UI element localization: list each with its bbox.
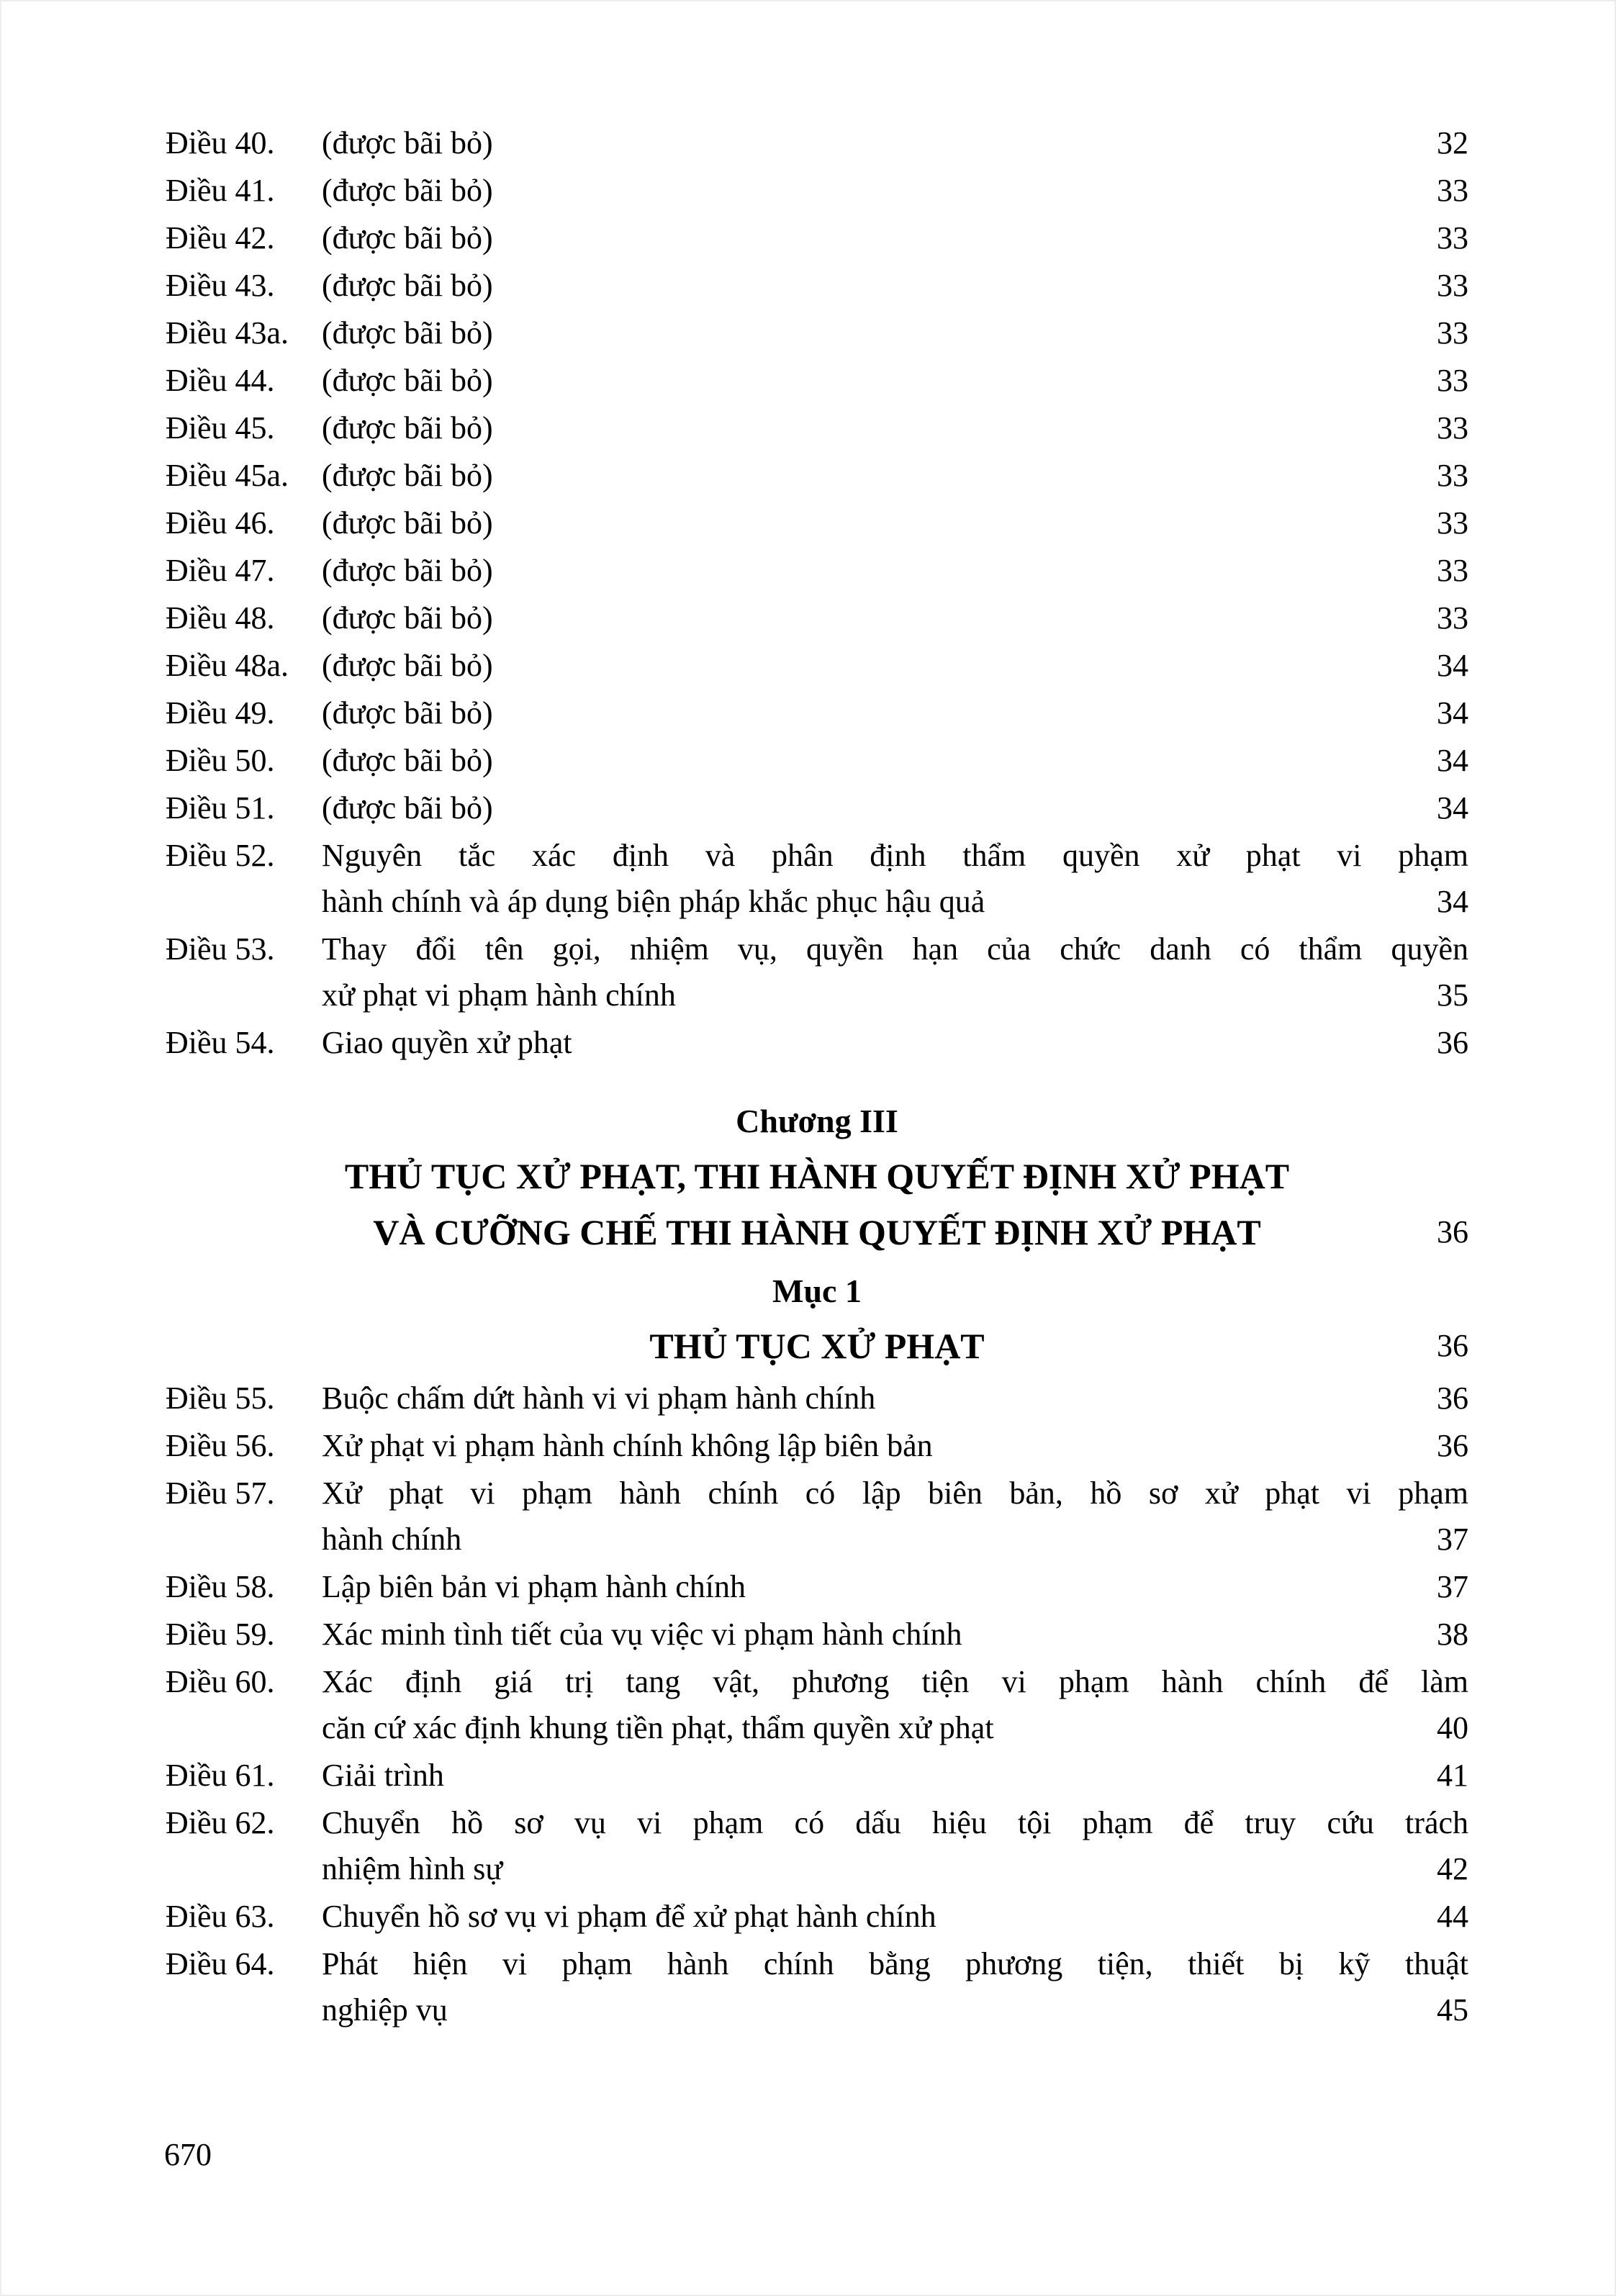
toc-entry-title-line: (được bãi bỏ) xyxy=(322,125,493,161)
toc-entry-title xyxy=(322,1800,1468,1892)
toc-entry-title-line: hành chính xyxy=(322,1522,462,1557)
toc-entry-title xyxy=(322,1423,1468,1469)
toc-entry-label: Điều 64. xyxy=(166,1946,275,1981)
toc-entry-label: Điều 43a. xyxy=(166,315,289,351)
section-kicker: Mục 1 xyxy=(772,1273,862,1309)
toc-entry-title xyxy=(322,1564,1468,1610)
toc-entry-title-line: xử phạt vi phạm hành chính xyxy=(322,977,676,1013)
toc-entry-label: Điều 47. xyxy=(166,553,275,588)
toc-entry-page: 40 xyxy=(1437,1710,1468,1745)
toc-entry xyxy=(166,1564,1468,1610)
toc-entry xyxy=(166,690,1468,736)
toc-entry-page: 33 xyxy=(1437,268,1468,303)
toc-entry-title xyxy=(322,785,1468,831)
toc-entry-page: 44 xyxy=(1437,1899,1468,1934)
toc-entry-title-line: Thay đổi tên gọi, nhiệm vụ, quyền hạn của chức danh có thẩm quyền xyxy=(322,931,1468,967)
toc-entry-title-line: Nguyên tắc xác định và phân định thẩm quyền xử phạt vi phạm xyxy=(322,838,1468,873)
toc-entry-label: Điều 43. xyxy=(166,268,275,303)
chapter-title-line-2: VÀ CƯỠNG CHẾ THI HÀNH QUYẾT ĐỊNH XỬ PHẠT xyxy=(373,1212,1261,1252)
toc-entry-label: Điều 52. xyxy=(166,838,275,873)
toc-entry-title-line: (được bãi bỏ) xyxy=(322,695,493,731)
toc-entry-title-line: (được bãi bỏ) xyxy=(322,268,493,303)
toc-entry xyxy=(166,643,1468,689)
toc-entry-page: 33 xyxy=(1437,505,1468,541)
toc-entry-title-line: (được bãi bỏ) xyxy=(322,790,493,826)
toc-entry-page: 33 xyxy=(1437,553,1468,588)
toc-entry-title xyxy=(322,833,1468,925)
toc-entry-title xyxy=(322,263,1468,309)
toc-entry-label: Điều 51. xyxy=(166,790,275,826)
toc-entry-title-line: Buộc chấm dứt hành vi vi phạm hành chính xyxy=(322,1380,876,1416)
toc-entry-label: Điều 45. xyxy=(166,410,275,446)
toc-entry-page: 33 xyxy=(1437,220,1468,256)
toc-entry-title-line: (được bãi bỏ) xyxy=(322,315,493,351)
toc-entry-title xyxy=(322,1470,1468,1563)
toc-entry-page: 35 xyxy=(1437,977,1468,1013)
toc-entry-page: 34 xyxy=(1437,743,1468,778)
toc-entry-title-line: căn cứ xác định khung tiền phạt, thẩm quyền xử phạt xyxy=(322,1710,994,1745)
toc-entry xyxy=(166,1659,1468,1751)
toc-entry-title xyxy=(322,548,1468,594)
toc-entry xyxy=(166,1753,1468,1799)
toc-entry xyxy=(166,738,1468,784)
toc-entry-title xyxy=(322,215,1468,261)
toc-entry-title xyxy=(322,1375,1468,1422)
toc-entry-label: Điều 40. xyxy=(166,125,275,161)
toc-entry-page: 37 xyxy=(1437,1522,1468,1557)
toc-entry-title-line: hành chính và áp dụng biện pháp khắc phục hậu quả xyxy=(322,884,985,919)
toc-entry-title xyxy=(322,643,1468,689)
toc-entry-label: Điều 63. xyxy=(166,1899,275,1934)
toc-entry xyxy=(166,500,1468,546)
toc-entry-label: Điều 45a. xyxy=(166,458,289,493)
toc-entry-title-line: (được bãi bỏ) xyxy=(322,410,493,446)
toc-entry-title-line: Phát hiện vi phạm hành chính bằng phương tiện, thiết bị kỹ thuật xyxy=(322,1946,1468,1981)
toc-entry xyxy=(166,1894,1468,1940)
page-number-folio: 670 xyxy=(164,2137,212,2172)
toc-entry-title xyxy=(322,500,1468,546)
toc-entry-page: 34 xyxy=(1437,884,1468,919)
toc-entry-label: Điều 50. xyxy=(166,743,275,778)
toc-entry-label: Điều 56. xyxy=(166,1428,275,1463)
chapter-kicker: Chương III xyxy=(736,1103,898,1139)
toc-entry xyxy=(166,833,1468,925)
toc-list xyxy=(166,119,1468,2035)
toc-entry xyxy=(166,926,1468,1018)
toc-entry-page: 33 xyxy=(1437,315,1468,351)
toc-entry-title-line: Xác định giá trị tang vật, phương tiện vi phạm hành chính để làm xyxy=(322,1664,1468,1699)
toc-entry-title xyxy=(322,453,1468,499)
toc-entry xyxy=(166,1612,1468,1658)
toc-entry-label: Điều 42. xyxy=(166,220,275,256)
toc-entry-page: 33 xyxy=(1437,600,1468,636)
toc-entry-page: 32 xyxy=(1437,125,1468,161)
toc-entry-title xyxy=(322,926,1468,1018)
toc-entry-title-line: nghiệp vụ xyxy=(322,1992,448,2028)
section-page: 36 xyxy=(1437,1328,1468,1363)
toc-entry-title xyxy=(322,1753,1468,1799)
toc-entry-label: Điều 44. xyxy=(166,363,275,398)
toc-entry-page: 33 xyxy=(1437,458,1468,493)
toc-entry-title-line: (được bãi bỏ) xyxy=(322,600,493,636)
toc-entry-title xyxy=(322,1020,1468,1066)
toc-entry-page: 36 xyxy=(1437,1025,1468,1060)
toc-entry-label: Điều 49. xyxy=(166,695,275,731)
toc-entry-title xyxy=(322,1894,1468,1940)
toc-entry-title-line: Lập biên bản vi phạm hành chính xyxy=(322,1569,746,1604)
toc-entry-label: Điều 59. xyxy=(166,1617,275,1652)
toc-entry-page: 37 xyxy=(1437,1569,1468,1604)
section-title: THỦ TỤC XỬ PHẠT xyxy=(649,1326,985,1366)
toc-entry-title xyxy=(322,1941,1468,2033)
toc-entry xyxy=(166,1941,1468,2033)
toc-entry-title xyxy=(322,738,1468,784)
section-heading xyxy=(166,1265,1468,1374)
toc-entry xyxy=(166,215,1468,261)
toc-entry-title xyxy=(322,1612,1468,1658)
toc-entry-label: Điều 48. xyxy=(166,600,275,636)
toc-entry xyxy=(166,168,1468,214)
toc-entry xyxy=(166,1470,1468,1563)
toc-entry-title-line: (được bãi bỏ) xyxy=(322,648,493,683)
toc-entry-label: Điều 62. xyxy=(166,1805,275,1840)
toc-entry-title-line: Chuyển hồ sơ vụ vi phạm để xử phạt hành chính xyxy=(322,1899,936,1934)
toc-entry-title-line: (được bãi bỏ) xyxy=(322,505,493,541)
toc-entry xyxy=(166,358,1468,404)
toc-entry-title-line: (được bãi bỏ) xyxy=(322,363,493,398)
toc-entry-title xyxy=(322,405,1468,451)
toc-entry-label: Điều 60. xyxy=(166,1664,275,1699)
toc-entry xyxy=(166,548,1468,594)
toc-entry-title-line: (được bãi bỏ) xyxy=(322,220,493,256)
toc-entry-page: 42 xyxy=(1437,1851,1468,1886)
toc-entry-title-line: (được bãi bỏ) xyxy=(322,458,493,493)
toc-entry-title-line: Giải trình xyxy=(322,1758,444,1793)
chapter-page: 36 xyxy=(1437,1214,1468,1249)
toc-entry xyxy=(166,595,1468,641)
toc-entry-title xyxy=(322,168,1468,214)
toc-entry xyxy=(166,1800,1468,1892)
toc-entry-label: Điều 55. xyxy=(166,1380,275,1416)
toc-entry-page: 34 xyxy=(1437,790,1468,826)
chapter-title-line-1: THỦ TỤC XỬ PHẠT, THI HÀNH QUYẾT ĐỊNH XỬ PHẠT xyxy=(344,1156,1290,1196)
toc-entry xyxy=(166,120,1468,166)
toc-entry-label: Điều 57. xyxy=(166,1475,275,1511)
toc-entry-label: Điều 53. xyxy=(166,931,275,967)
toc-entry-page: 33 xyxy=(1437,410,1468,446)
toc-entry-label: Điều 61. xyxy=(166,1758,275,1793)
toc-entry-title-line: Xác minh tình tiết của vụ việc vi phạm hành chính xyxy=(322,1617,962,1652)
toc-entry-title-line: nhiệm hình sự xyxy=(322,1851,503,1886)
toc-entry-page: 33 xyxy=(1437,363,1468,398)
toc-entry xyxy=(166,1375,1468,1422)
toc-entry xyxy=(166,1423,1468,1469)
toc-entry xyxy=(166,1020,1468,1066)
toc-entry-label: Điều 48a. xyxy=(166,648,289,683)
toc-entry-title-line: Xử phạt vi phạm hành chính không lập biên bản xyxy=(322,1428,933,1463)
toc-entry-title xyxy=(322,120,1468,166)
toc-entry-page: 34 xyxy=(1437,648,1468,683)
chapter-heading xyxy=(166,1095,1468,1260)
toc-entry xyxy=(166,453,1468,499)
toc-entry-page: 41 xyxy=(1437,1758,1468,1793)
toc-entry xyxy=(166,405,1468,451)
toc-entry-label: Điều 58. xyxy=(166,1569,275,1604)
toc-entry-page: 36 xyxy=(1437,1380,1468,1416)
toc-entry-page: 34 xyxy=(1437,695,1468,731)
toc-entry-page: 33 xyxy=(1437,173,1468,208)
toc-entry-page: 45 xyxy=(1437,1992,1468,2028)
toc-entry-title xyxy=(322,595,1468,641)
toc-entry-label: Điều 41. xyxy=(166,173,275,208)
toc-entry-page: 36 xyxy=(1437,1428,1468,1463)
toc-entry-title-line: (được bãi bỏ) xyxy=(322,743,493,778)
toc-entry-label: Điều 54. xyxy=(166,1025,275,1060)
toc-entry-label: Điều 46. xyxy=(166,505,275,541)
toc-entry-title-line: Giao quyền xử phạt xyxy=(322,1025,572,1060)
toc-entry xyxy=(166,310,1468,356)
toc-entry-title-line: (được bãi bỏ) xyxy=(322,553,493,588)
toc-entry-page: 38 xyxy=(1437,1617,1468,1652)
toc-entry-title xyxy=(322,1659,1468,1751)
toc-entry-title-line: Chuyển hồ sơ vụ vi phạm có dấu hiệu tội phạm để truy cứu trách xyxy=(322,1805,1468,1840)
toc-entry xyxy=(166,263,1468,309)
toc-entry xyxy=(166,785,1468,831)
toc-entry-title xyxy=(322,310,1468,356)
toc-entry-title-line: (được bãi bỏ) xyxy=(322,173,493,208)
toc-entry-title xyxy=(322,690,1468,736)
toc-entry-title xyxy=(322,358,1468,404)
toc-entry-title-line: Xử phạt vi phạm hành chính có lập biên bản, hồ sơ xử phạt vi phạm xyxy=(322,1475,1468,1511)
